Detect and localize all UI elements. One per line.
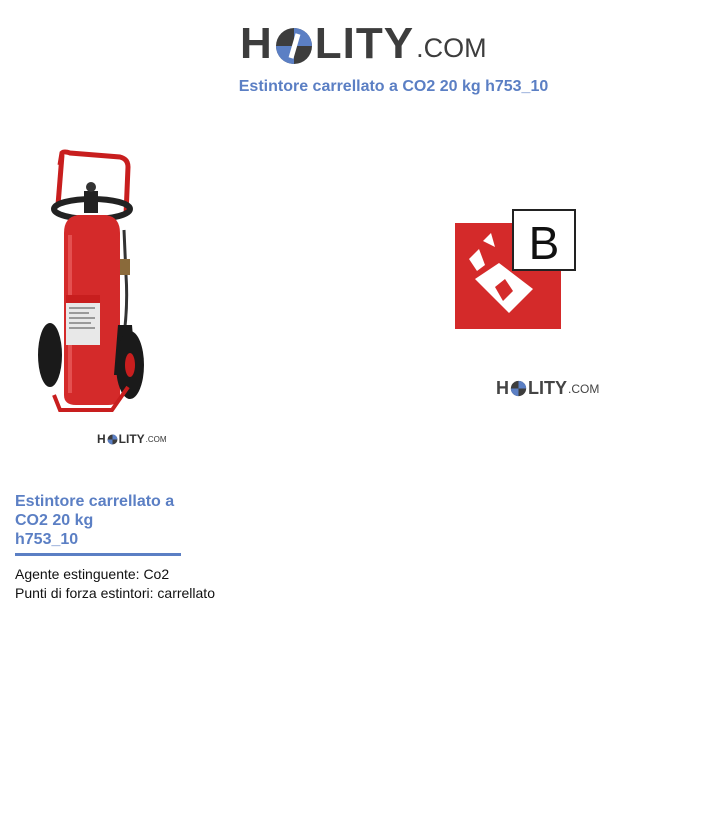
fire-extinguisher-trolley-image xyxy=(0,125,190,465)
small-logo-o-icon xyxy=(107,434,118,445)
product-name-line: h753_10 xyxy=(15,531,79,548)
holity-logo[interactable] xyxy=(240,14,487,66)
product-name-line: Estintore carrellato a xyxy=(15,493,175,510)
class-letter: B xyxy=(528,217,560,269)
logo-domain: .COM xyxy=(416,33,487,63)
product-name[interactable] xyxy=(15,492,190,549)
product-name-underline xyxy=(15,553,181,556)
logo-text-h: H xyxy=(240,19,273,68)
page-title: Estintore carrellato a CO2 20 kg h753_10 xyxy=(238,78,549,95)
fire-class-b-icon xyxy=(455,209,577,329)
logo-text-lity: LITY xyxy=(314,19,415,68)
logo-o-icon xyxy=(274,26,314,66)
spec-row-punti-di-forza: Punti di forza estintori: carrellato xyxy=(15,585,215,601)
spec-row-agente: Agente estinguente: Co2 xyxy=(15,566,170,582)
product-specs xyxy=(15,565,215,603)
product-image-watermark-logo: H LITY .COM xyxy=(97,432,167,446)
product-name-line: CO2 20 kg xyxy=(15,512,94,529)
class-image-watermark-logo: H LITY .COM xyxy=(496,378,600,398)
mid-logo-o-icon xyxy=(510,380,527,397)
